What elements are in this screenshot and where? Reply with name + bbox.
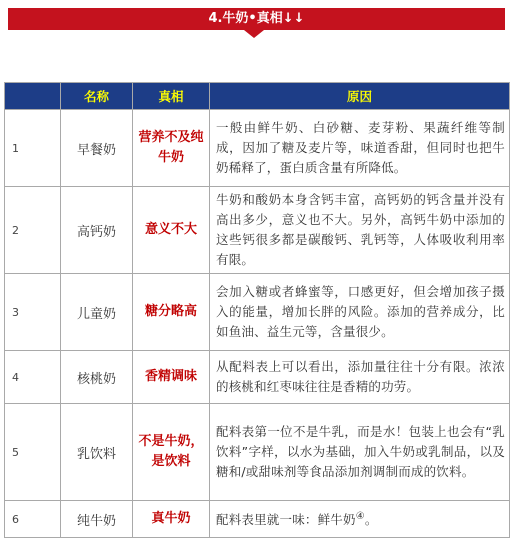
- row-reason: 会加入糖或者蜂蜜等，口感更好，但会增加孩子摄入的能量，增加长胖的风险。添加的营养成分，比如鱼油、益生元等，含量很少。: [210, 274, 510, 351]
- row-truth: 糖分略高: [133, 274, 210, 351]
- row-name: 早餐奶: [61, 110, 133, 187]
- row-index: 5: [5, 404, 61, 501]
- banner-title: 4.牛奶•真相↓↓: [208, 11, 305, 26]
- footnote-mark: ④: [355, 511, 365, 523]
- table-row: [5, 404, 510, 501]
- row-truth: 不是牛奶，是饮料: [133, 404, 210, 501]
- row-name: 儿童奶: [61, 274, 133, 351]
- header-name: 名称: [61, 83, 133, 110]
- row-reason: 配料表里就一味：鲜牛奶: [216, 512, 356, 528]
- row-index: 1: [5, 110, 61, 187]
- row-name: 核桃奶: [61, 351, 133, 404]
- row-index: 2: [5, 187, 61, 274]
- table-row: [5, 274, 510, 351]
- table-row: [5, 110, 510, 187]
- header-index: [5, 83, 61, 110]
- row-name: 高钙奶: [61, 187, 133, 274]
- table-header-row: [5, 83, 510, 110]
- row-reason-period: 。: [364, 512, 378, 528]
- section-banner: [8, 8, 505, 30]
- row-truth: 营养不及纯牛奶: [133, 110, 210, 187]
- milk-comparison-table: [4, 82, 510, 538]
- row-truth: 意义不大: [133, 187, 210, 274]
- header-reason: 原因: [210, 83, 510, 110]
- row-index: 6: [5, 501, 61, 538]
- banner-arrow-icon: [244, 30, 264, 38]
- row-reason: 牛奶和酸奶本身含钙丰富，高钙奶的钙含量并没有高出多少，意义也不大。另外，高钙牛奶中添加的这些钙很多都是碳酸钙、乳钙等，人体吸收利用率有限。: [210, 187, 510, 274]
- table-row: [5, 501, 510, 538]
- row-name: 乳饮料: [61, 404, 133, 501]
- row-name: 纯牛奶: [61, 501, 133, 538]
- table-row: [5, 351, 510, 404]
- header-truth: 真相: [133, 83, 210, 110]
- row-reason: 从配料表上可以看出，添加量往往十分有限。浓浓的核桃和红枣味往往是香精的功劳。: [210, 351, 510, 404]
- table-row: [5, 187, 510, 274]
- row-index: 3: [5, 274, 61, 351]
- row-reason-cell: [210, 501, 510, 538]
- row-truth: 香精调味: [133, 351, 210, 404]
- row-index: 4: [5, 351, 61, 404]
- row-truth: 真牛奶: [133, 501, 210, 538]
- row-reason: 一般由鲜牛奶、白砂糖、麦芽粉、果蔬纤维等制成，因加了糖及麦片等，味道香甜，但同时也把牛奶稀释了，蛋白质含量有所降低。: [210, 110, 510, 187]
- row-reason: 配料表第一位不是牛乳，而是水！包装上也会有“乳饮料”字样，以水为基础，加入牛奶或乳制品，以及糖和/或甜味剂等食品添加剂调制而成的饮料。: [210, 404, 510, 501]
